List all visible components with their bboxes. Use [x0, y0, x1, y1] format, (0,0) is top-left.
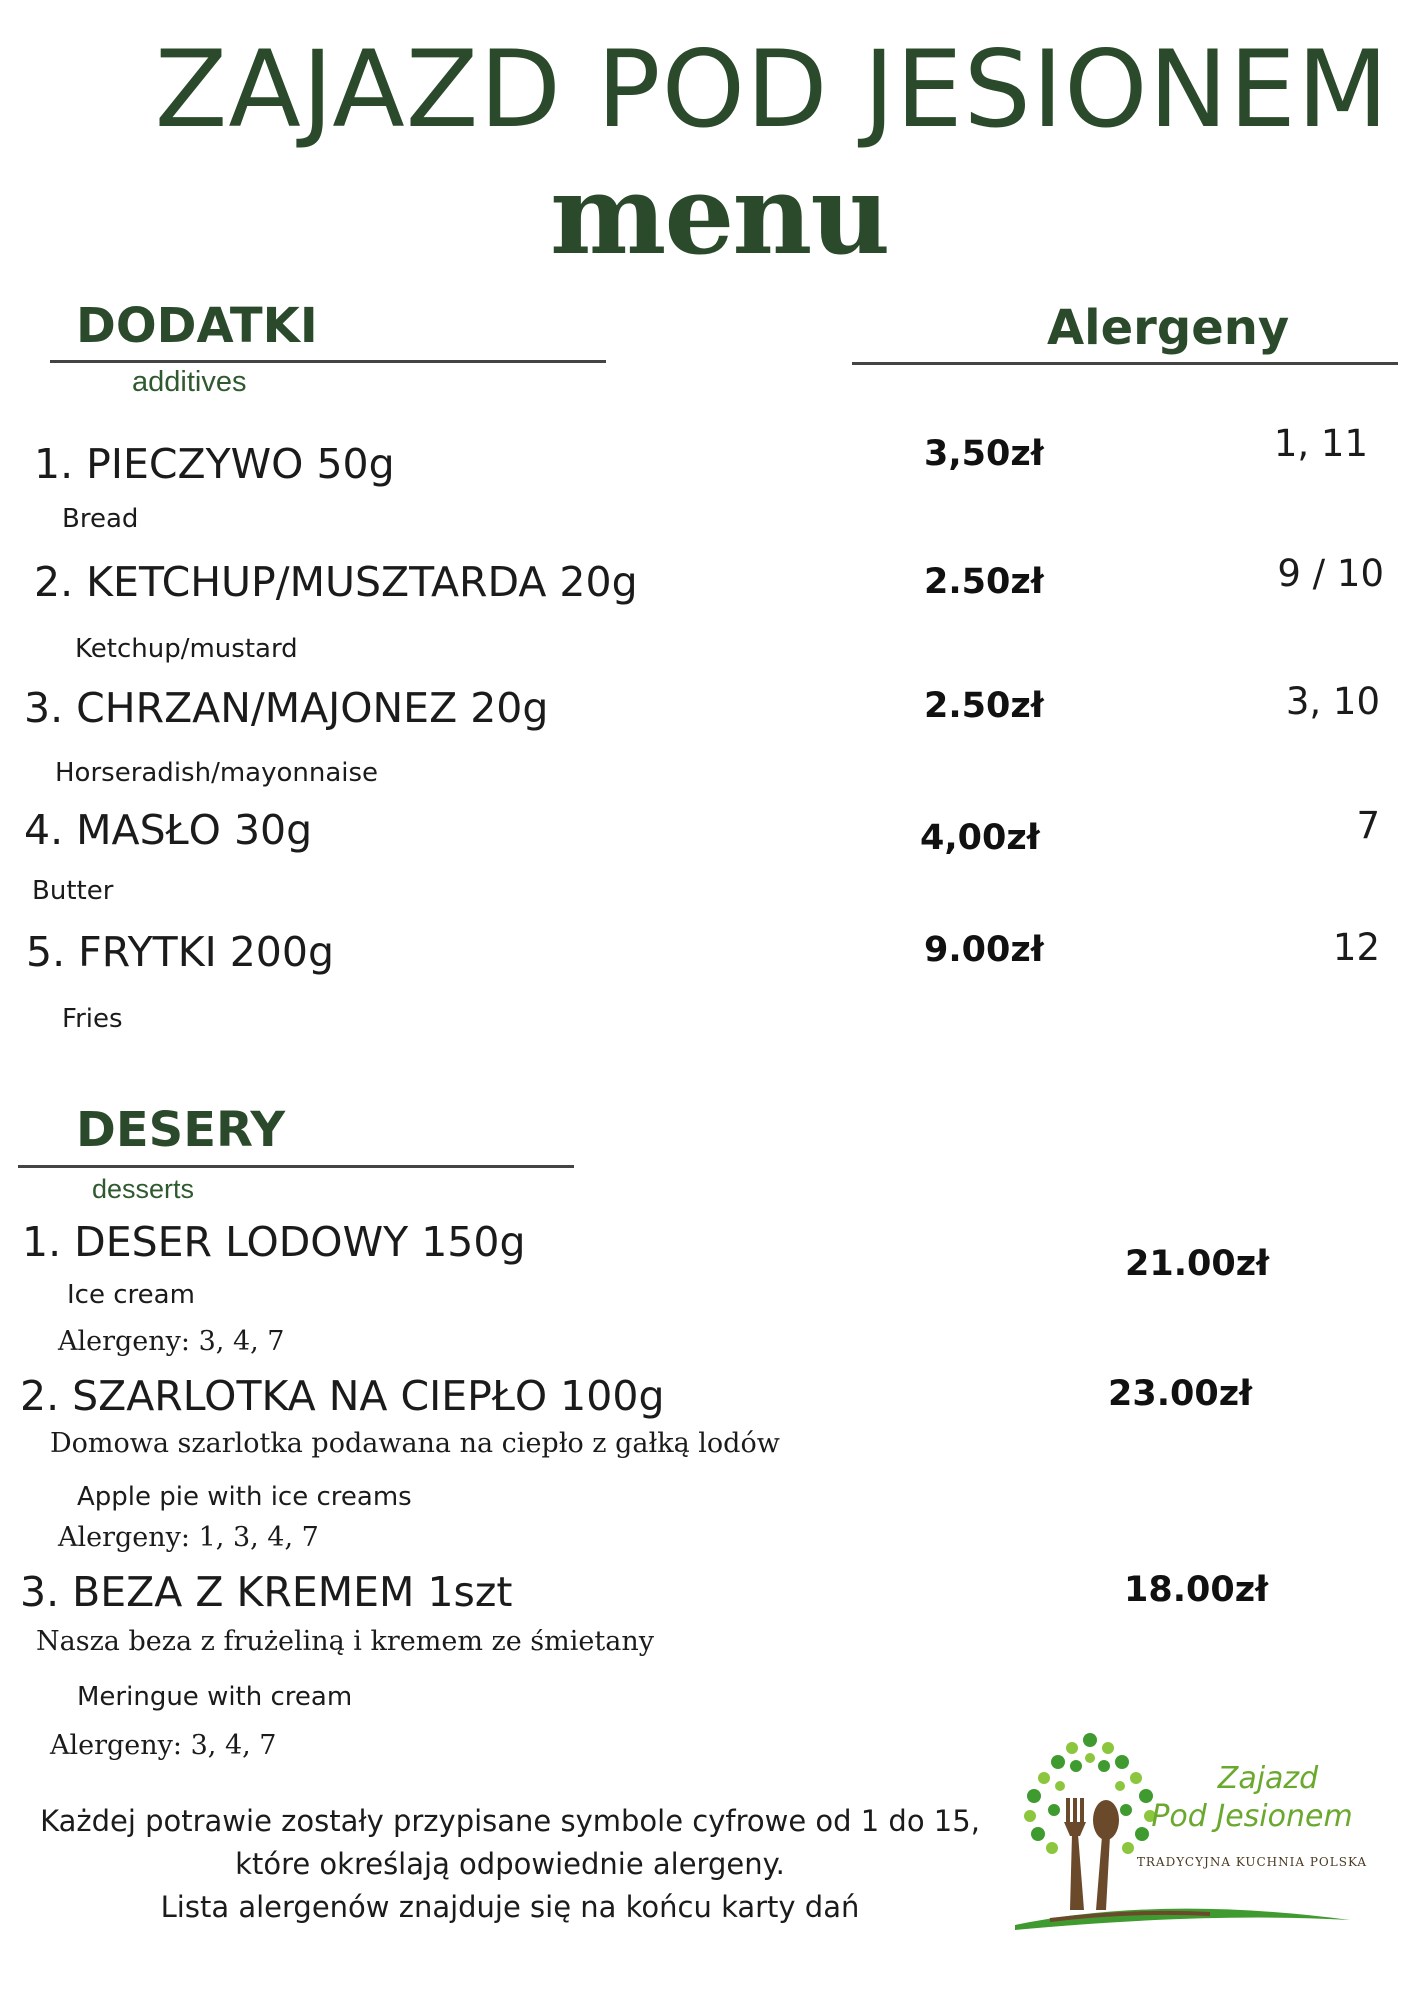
addition-item-english: Bread — [62, 504, 139, 534]
addition-item-english: Horseradish/mayonnaise — [55, 758, 379, 788]
addition-item-allergens: 3, 10 — [1285, 680, 1380, 723]
logo-tagline: TRADYCYJNA KUCHNIA POLSKA — [1136, 1855, 1368, 1869]
addition-item-price: 2.50zł — [924, 562, 1044, 602]
section-heading-desery: DESERY — [76, 1102, 286, 1158]
dessert-item-price: 21.00zł — [1125, 1244, 1270, 1284]
allergen-note-line: które określają odpowiednie alergeny. — [235, 1847, 785, 1881]
addition-item-name: 4. MASŁO 30g — [24, 806, 313, 854]
addition-item-english: Ketchup/mustard — [75, 634, 298, 664]
dessert-item-allergens: Alergeny: 3, 4, 7 — [58, 1326, 285, 1357]
addition-item-allergens: 9 / 10 — [1277, 552, 1384, 595]
dessert-item-name: 1. DESER LODOWY 150g — [22, 1218, 526, 1266]
divider — [50, 360, 606, 363]
addition-item-english: Butter — [32, 876, 114, 906]
divider — [18, 1165, 574, 1168]
logo-spoon-icon — [1093, 1800, 1119, 1910]
restaurant-logo — [1010, 1720, 1390, 1940]
addition-item-price: 4,00zł — [920, 818, 1040, 858]
addition-item-allergens: 1, 11 — [1273, 422, 1368, 465]
divider — [852, 362, 1398, 365]
dessert-item-price: 23.00zł — [1108, 1374, 1253, 1414]
dessert-item-allergens: Alergeny: 3, 4, 7 — [50, 1730, 277, 1761]
addition-item-name: 5. FRYTKI 200g — [26, 928, 334, 976]
addition-item-price: 2.50zł — [924, 686, 1044, 726]
addition-item-price: 9.00zł — [924, 930, 1044, 970]
dessert-item-name: 2. SZARLOTKA NA CIEPŁO 100g — [20, 1372, 665, 1420]
section-subheading-desserts: desserts — [92, 1174, 195, 1204]
allergen-note-line: Lista alergenów znajduje się na końcu karty dań — [160, 1890, 860, 1924]
dessert-item-english: Apple pie with ice creams — [77, 1482, 412, 1512]
logo-name-line2: Pod Jesionem — [1151, 1799, 1353, 1834]
dessert-item-english: Meringue with cream — [77, 1682, 353, 1712]
addition-item-name: 2. KETCHUP/MUSZTARDA 20g — [34, 558, 638, 606]
allergen-note — [40, 1800, 980, 1929]
allergens-heading: Alergeny — [1047, 300, 1290, 356]
allergen-note-line: Każdej potrawie zostały przypisane symbole cyfrowe od 1 do 15, — [40, 1804, 980, 1838]
dessert-item-allergens: Alergeny: 1, 3, 4, 7 — [58, 1522, 319, 1553]
logo-fork-icon — [1064, 1798, 1086, 1910]
logo-name-line1: Zajazd — [1217, 1761, 1319, 1796]
dessert-item-description: Nasza beza z frużeliną i kremem ze śmietany — [36, 1626, 654, 1657]
restaurant-title: ZAJAZD POD JESIONEM — [154, 28, 1390, 151]
addition-item-name: 1. PIECZYWO 50g — [34, 440, 395, 488]
dessert-item-name: 3. BEZA Z KREMEM 1szt — [20, 1568, 513, 1616]
menu-title: menu — [550, 150, 889, 279]
addition-item-name: 3. CHRZAN/MAJONEZ 20g — [24, 684, 549, 732]
logo-tree-leaves-icon — [1024, 1733, 1156, 1854]
dessert-item-price: 18.00zł — [1124, 1570, 1269, 1610]
addition-item-allergens: 7 — [1356, 804, 1380, 847]
addition-item-allergens: 12 — [1332, 926, 1380, 969]
section-subheading-additives: additives — [132, 366, 247, 398]
addition-item-english: Fries — [62, 1004, 123, 1034]
section-heading-dodatki: DODATKI — [76, 298, 318, 354]
dessert-item-description: Domowa szarlotka podawana na ciepło z gałką lodów — [50, 1428, 780, 1459]
dessert-item-english: Ice cream — [67, 1280, 195, 1310]
addition-item-price: 3,50zł — [924, 434, 1044, 474]
